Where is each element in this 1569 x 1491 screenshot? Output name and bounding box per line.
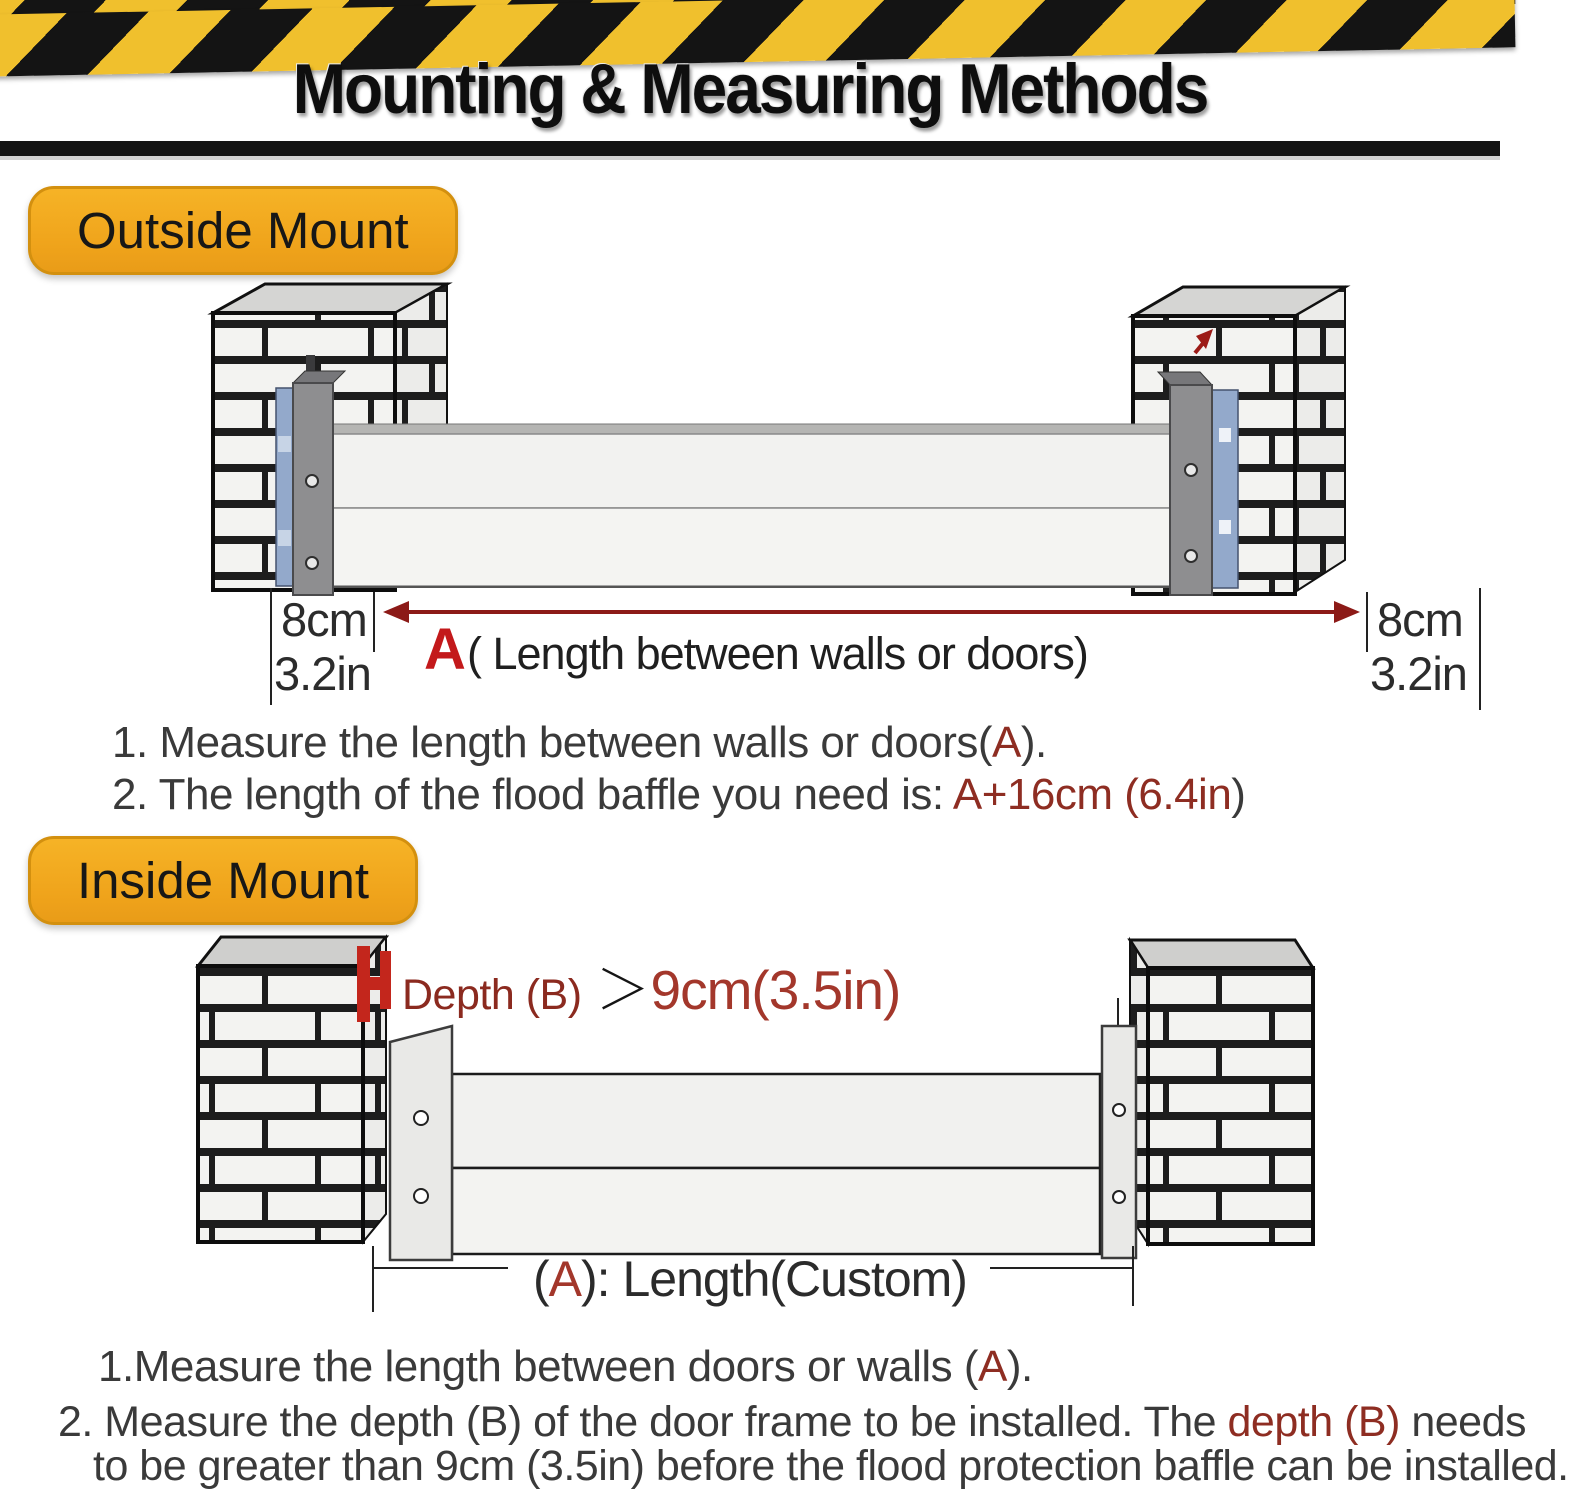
outside-step2-text: 2. The length of the flood baffle you need is: [112, 770, 953, 819]
outside-left-dim-in: 3.2in [274, 647, 371, 700]
outside-right-dim-cm: 8cm [1377, 593, 1463, 646]
greater-than-sign: ＞ [595, 959, 651, 1021]
depth-label-value: 9cm(3.5in) [650, 959, 901, 1021]
outside-step1-end: ). [1020, 718, 1047, 767]
depth-label [402, 946, 900, 1025]
outside-dim-caption: ( Length between walls or doors) [467, 628, 1088, 679]
header-divider-bar [0, 141, 1500, 156]
inside-step-1 [98, 1342, 1033, 1392]
outside-step1-text: 1. Measure the length between walls or doors( [112, 718, 992, 767]
outside-step2-red: A+16cm (6.4in [952, 770, 1232, 819]
inside-step1-text: 1.Measure the length between doors or walls ( [98, 1342, 978, 1391]
page-title: Mounting & Measuring Methods [292, 49, 1208, 129]
depth-label-red: Depth (B) [402, 971, 582, 1019]
inside-mount-badge: Inside Mount [28, 836, 418, 925]
outside-mount-badge: Outside Mount [28, 186, 458, 275]
inside-left-bracket [390, 1026, 452, 1260]
length-label-paren: ( [533, 1251, 549, 1307]
outside-dim-a-label: A [424, 617, 466, 682]
header [0, 49, 1500, 129]
inside-step-2-line2: to be greater than 9cm (3.5in) before the flood protection baffle can be installed. [93, 1442, 1569, 1490]
inside-right-bracket [1102, 998, 1136, 1258]
outside-step1-red: A [992, 718, 1021, 767]
inside-step2-red: depth (B) [1227, 1398, 1400, 1446]
inside-flood-baffle [452, 1074, 1100, 1254]
outside-step2-end: ) [1231, 770, 1246, 819]
inside-step1-red: A [978, 1342, 1007, 1391]
length-arrow [383, 601, 1360, 623]
inside-step1-end: ). [1006, 1342, 1033, 1391]
outside-left-dim-cm: 8cm [281, 593, 367, 646]
outside-flood-baffle [332, 424, 1170, 587]
outside-step-2 [112, 770, 1245, 820]
inside-step2-text: 2. Measure the depth (B) of the door frame to be installed. The [58, 1398, 1228, 1446]
header-divider-shadow [0, 156, 1500, 160]
length-label-text: ): Length(Custom) [581, 1251, 967, 1307]
outside-step-1 [112, 718, 1047, 768]
inside-step-2-line1 [58, 1398, 1526, 1447]
length-label-a: A [548, 1251, 582, 1307]
inside-step2-end: needs [1399, 1398, 1526, 1446]
inside-right-pillar [1130, 940, 1313, 1244]
outside-right-dim-in: 3.2in [1370, 647, 1467, 700]
inside-length-label [470, 1250, 1030, 1308]
